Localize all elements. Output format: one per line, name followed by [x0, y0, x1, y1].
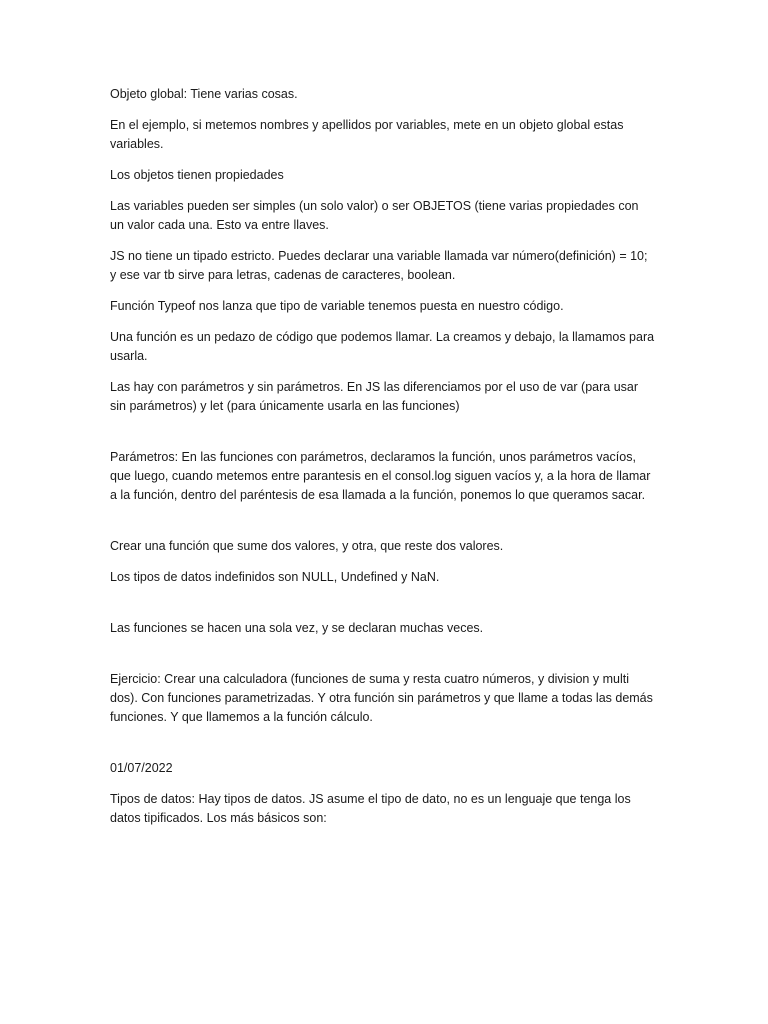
paragraph-exercise-calculator: Ejercicio: Crear una calculadora (funciones de suma y resta cuatro números, y division y multi dos). Con funciones parametrizadas. Y otra función sin parámetros y que llame a todas las demás funciones. Y que llamemos a la función cálculo.: [110, 672, 653, 724]
paragraph-global-example: En el ejemplo, si metemos nombres y apellidos por variables, mete en un objeto global estas variables.: [110, 118, 624, 151]
paragraph-object-properties: Los objetos tienen propiedades: [110, 168, 284, 182]
paragraph-parameters: Parámetros: En las funciones con parámetros, declaramos la función, unos parámetros vacíos, que luego, cuando metemos entre parantesis en el consol.log siguen vacíos y, a la hora de llamar a la función, dentro del paréntesis de esa llamada a la función, ponemos lo que queramos sacar.: [110, 450, 651, 502]
paragraph-variables-types: Las variables pueden ser simples (un solo valor) o ser OBJETOS (tiene varias propiedades con un valor cada una. Esto va entre llaves.: [110, 199, 639, 232]
paragraph-js-typing: JS no tiene un tipado estricto. Puedes declarar una variable llamada var número(definición) = 10; y ese var tb sirve para letras, cadenas de caracteres, boolean.: [110, 249, 648, 282]
paragraph-sum-subtract-task: Crear una función que sume dos valores, y otra, que reste dos valores.: [110, 539, 504, 553]
paragraph-undefined-types: Los tipos de datos indefinidos son NULL, Undefined y NaN.: [110, 570, 440, 584]
paragraph-function-definition: Una función es un pedazo de código que podemos llamar. La creamos y debajo, la llamamos para usarla.: [110, 330, 655, 363]
paragraph-typeof: Función Typeof nos lanza que tipo de variable tenemos puesta en nuestro código.: [110, 299, 564, 313]
paragraph-functions-once: Las funciones se hacen una sola vez, y se declaran muchas veces.: [110, 621, 484, 635]
paragraph-data-types: Tipos de datos: Hay tipos de datos. JS asume el tipo de dato, no es un lenguaje que tenga los datos tipificados. Los más básicos son:: [110, 792, 631, 825]
document-body: [110, 85, 655, 840]
paragraph-function-params: Las hay con parámetros y sin parámetros. En JS las diferenciamos por el uso de var (para usar sin parámetros) y let (para únicamente usarla en las funciones): [110, 380, 639, 413]
date-heading: 01/07/2022: [110, 761, 173, 775]
paragraph-global-object: Objeto global: Tiene varias cosas.: [110, 87, 298, 101]
